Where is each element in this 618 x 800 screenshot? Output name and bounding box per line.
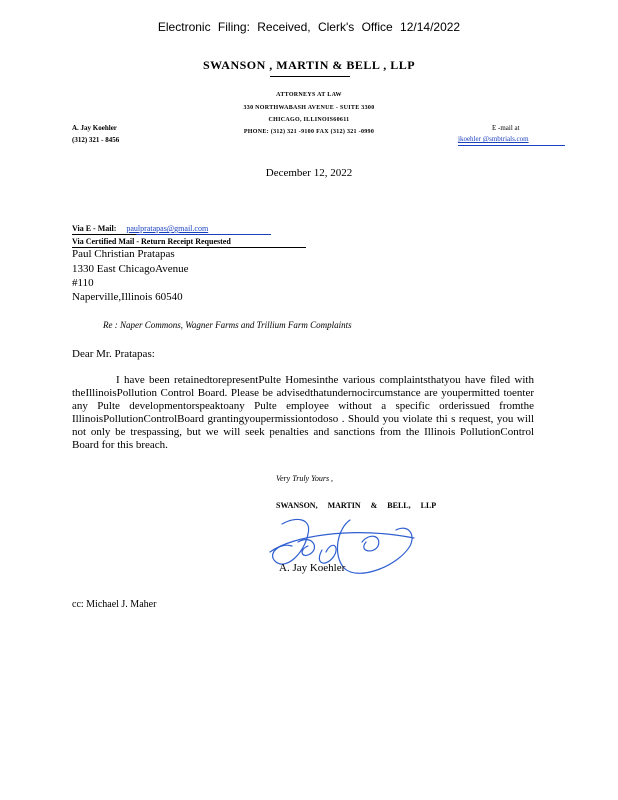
signer-name: A. Jay Koehler: [279, 562, 346, 574]
via-email-line: [72, 224, 208, 233]
via-certified: Via Certified Mail - Return Receipt Requested: [72, 237, 231, 246]
recipient-line-2: 1330 East ChicagoAvenue: [72, 263, 189, 275]
email-label: E -mail at: [492, 124, 520, 132]
firm-name: SWANSON , MARTIN & BELL , LLP: [202, 58, 416, 72]
filing-stamp: Electronic Filing: Received, Clerk's Office 12/14/2022: [157, 20, 461, 34]
via-email-rule: [72, 234, 136, 235]
address-line-3: CHICAGO, ILLINOIS60611: [268, 117, 350, 123]
closing: Very Truly Yours ,: [276, 474, 334, 483]
address-line-2: 330 NORTHWABASH AVENUE - SUITE 3300: [243, 105, 375, 111]
closing-firm: SWANSON, MARTIN & BELL, LLP: [276, 501, 437, 510]
address-line-1: ATTORNEYS AT LAW: [276, 92, 342, 98]
sender-name: A. Jay Koehler: [72, 124, 117, 132]
via-email-link-rule: [136, 234, 271, 235]
recipient-line-1: Paul Christian Pratapas: [72, 248, 175, 260]
sender-email-link[interactable]: jkoehler @smbtrials.com: [458, 135, 529, 143]
letter-body: [72, 374, 534, 452]
recipient-email-link[interactable]: paulpratapas@gmail.com: [126, 224, 209, 233]
recipient-line-4: Naperville,Illinois 60540: [72, 291, 183, 303]
handwritten-signature: [262, 512, 422, 600]
re-line: Re : Naper Commons, Wagner Farms and Trillium Farm Complaints: [103, 320, 352, 330]
via-email-label: Via E - Mail:: [72, 224, 117, 233]
recipient-line-3: #110: [72, 277, 94, 289]
cc-line: cc: Michael J. Maher: [72, 599, 157, 610]
body-paragraph: I have been retainedtorepresentPulte Homesinthe various complaintsthatyou have filed with theIllinoisPollution Control Board. Please be advisedthatundernocircumstance are youpermitted toenter any Pulte developmentorspeaktoany Pulte employee without a specific orderissued fromthe IllinoisPollutionControlBoard grantingyoupermissiontodoso . Should you violate thi s request, you will not only be trespassing, but we will seek penalties and sanctions from the Illinois PollutionControl Board for this breach.: [72, 374, 534, 451]
address-line-4: PHONE: (312) 321 -9100 FAX (312) 321 -0990: [243, 129, 375, 135]
letter-date: December 12, 2022: [265, 167, 353, 179]
firm-name-rule: [270, 76, 350, 77]
email-underline: [458, 145, 565, 146]
salutation: Dear Mr. Pratapas:: [72, 348, 155, 360]
sender-phone: (312) 321 - 8456: [72, 136, 120, 144]
